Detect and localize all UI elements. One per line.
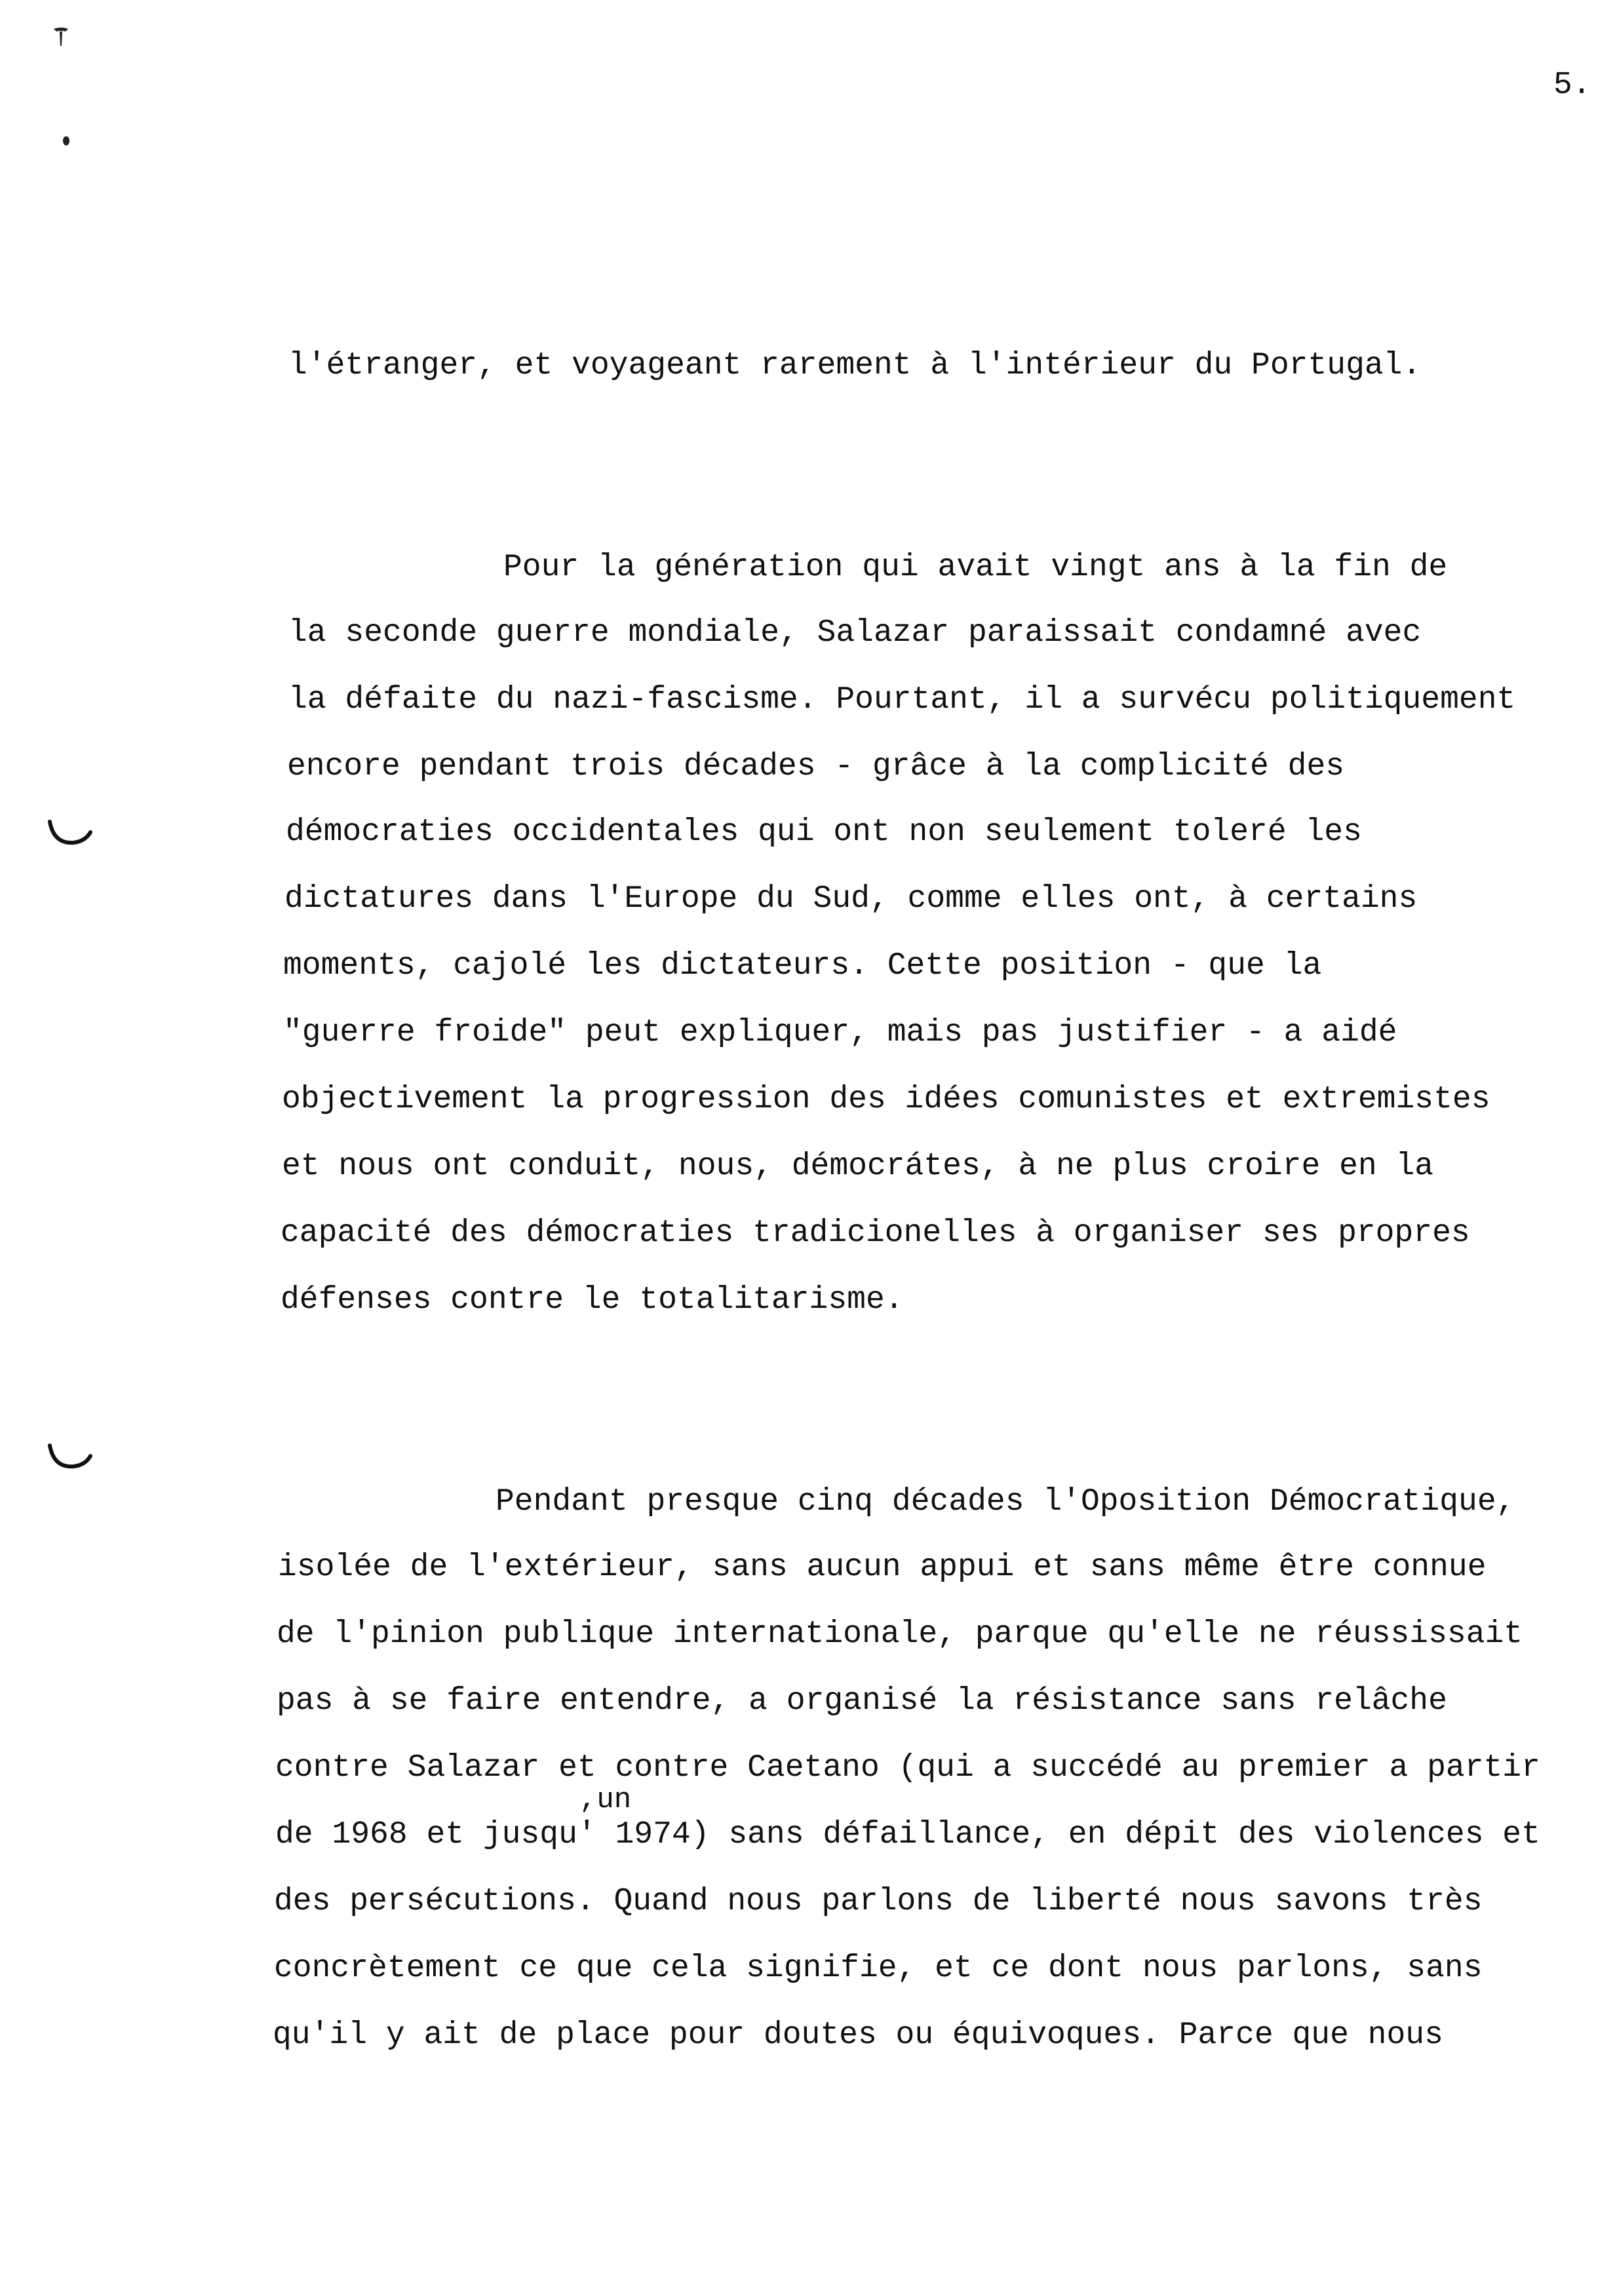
paragraph-3-line: de 1968 et jusqu' 1974) sans défaillance, en dépit des violences et: [275, 1817, 1540, 1852]
paragraph-2-line: dictatures dans l'Europe du Sud, comme elles ont, à certains: [284, 881, 1418, 917]
paragraph-3-line: contre Salazar et contre Caetano (qui a succédé au premier a partir: [275, 1750, 1540, 1786]
paragraph-3-line: concrètement ce que cela signifie, et ce dont nous parlons, sans: [274, 1951, 1483, 1986]
paragraph-2-line: démocraties occidentales qui ont non seulement toleré les: [286, 814, 1362, 850]
paragraph-2-line: moments, cajolé les dictateurs. Cette position - que la: [283, 948, 1322, 984]
paragraph-2-line: et nous ont conduit, nous, démocrátes, à ne plus croire en la: [282, 1149, 1434, 1184]
paragraph-3-line: pas à se faire entendre, a organisé la résistance sans relâche: [277, 1683, 1447, 1719]
binder-hole-mark-icon: [47, 818, 93, 851]
paragraph-3-line: isolée de l'extérieur, sans aucun appui et sans même être connue: [278, 1550, 1487, 1585]
paragraph-2-line: la seconde guerre mondiale, Salazar paraissait condamné avec: [288, 615, 1422, 651]
margin-dot-icon: [62, 135, 71, 147]
paragraph-3-line: Pendant presque cinq décades l'Oposition Démocratique,: [496, 1484, 1515, 1520]
paragraph-3-line: de l'pinion publique internationale, parque qu'elle ne réussissait: [277, 1617, 1523, 1652]
page-number: 5.: [1553, 67, 1591, 103]
paragraph-2-line: défenses contre le totalitarisme.: [281, 1282, 904, 1318]
paragraph-3-line: des persécutions. Quand nous parlons de liberté nous savons très: [274, 1884, 1483, 1919]
paragraph-1-line: l'étranger, et voyageant rarement à l'intérieur du Portugal.: [288, 348, 1422, 383]
paragraph-2-line: encore pendant trois décades - grâce à la complicité des: [287, 749, 1345, 784]
paragraph-2-line: capacité des démocraties tradicionelles à organiser ses propres: [281, 1215, 1470, 1251]
paragraph-3-line: qu'il y ait de place pour doutes ou équivoques. Parce que nous: [273, 2018, 1443, 2053]
binder-hole-mark-icon: [47, 1442, 93, 1474]
handwritten-insert: ,un: [579, 1784, 632, 1816]
paragraph-2-line: objectivement la progression des idées comunistes et extremistes: [282, 1082, 1490, 1117]
paragraph-2-line: "guerre froide" peut expliquer, mais pas justifier - a aidé: [283, 1015, 1397, 1050]
paragraph-2-line: la défaite du nazi-fascisme. Pourtant, il a survécu politiquement: [288, 682, 1516, 718]
top-margin-mark-icon: [51, 25, 71, 51]
paragraph-2-line: Pour la génération qui avait vingt ans à la fin de: [503, 550, 1448, 585]
